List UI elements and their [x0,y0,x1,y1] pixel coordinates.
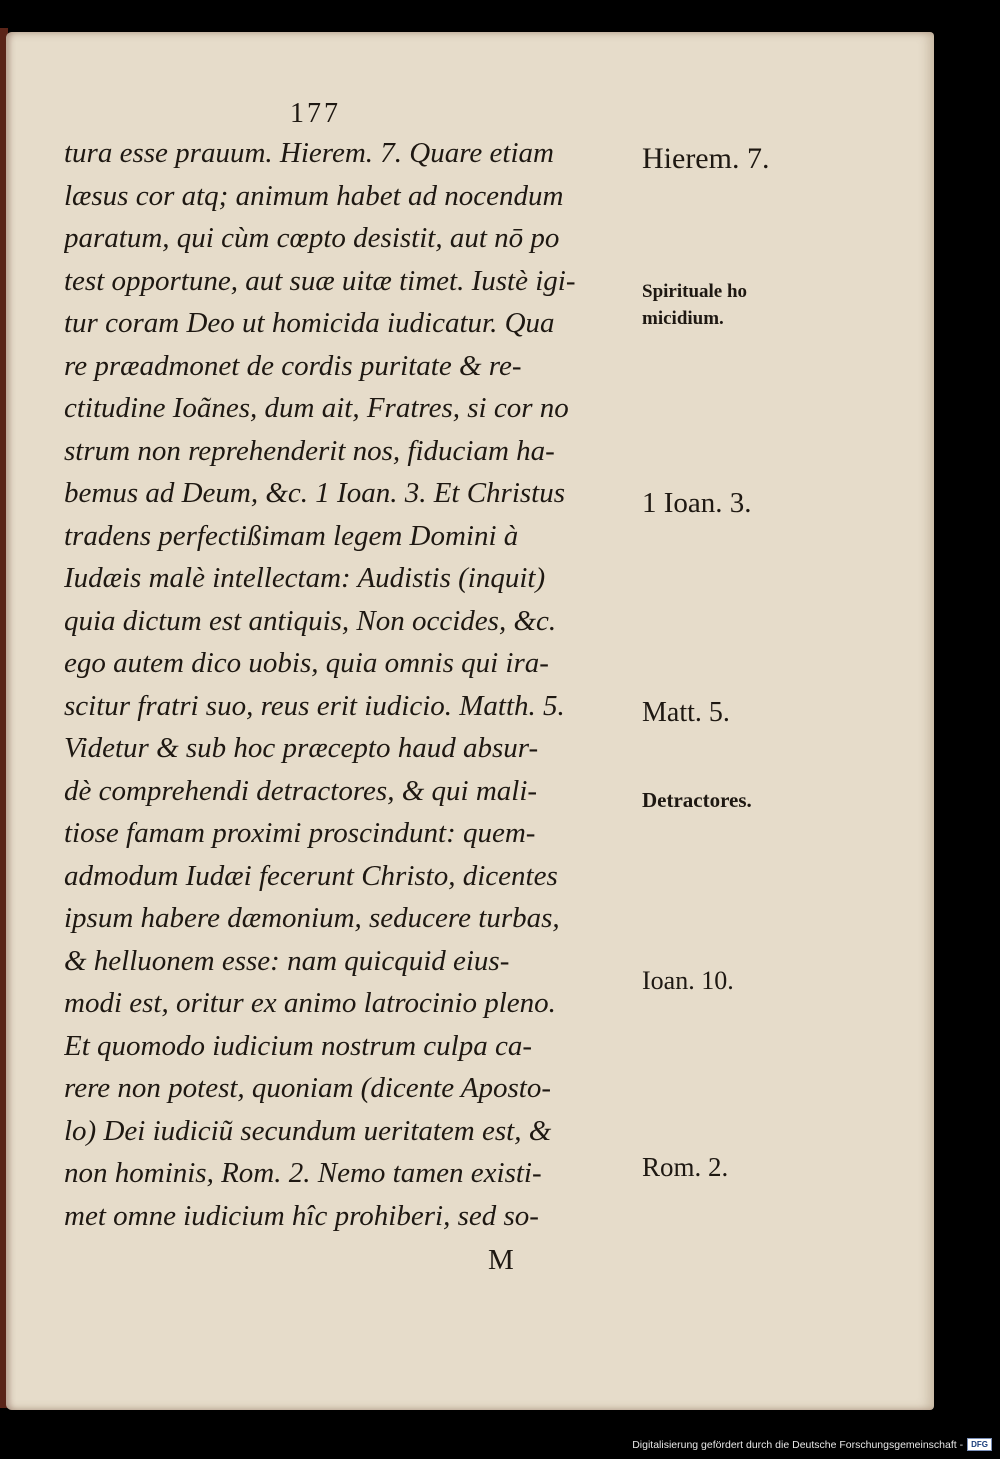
text-line: paratum, qui cùm cœpto desistit, aut nō po [64,222,560,254]
text-line: ipsum habere dæmonium, seducere turbas, [64,902,560,934]
text-line: dè comprehendi detractores, & qui mali- [64,774,538,807]
text-line: tradens perfectißimam legem Domini à [64,519,519,552]
marginal-note-rom: Rom. 2. [642,1152,729,1182]
text-line: ctitudine Ioãnes, dum ait, Fratres, si cor no [64,392,569,424]
body-text [64,132,624,1237]
text-line: met omne iudicium hîc prohiberi, sed so- [64,1199,539,1232]
text-line: re præadmonet de cordis puritate & re- [64,349,522,382]
text-line: Et quomodo iudicium nostrum culpa ca- [64,1029,532,1062]
marginal-note-spiritual [642,278,747,332]
text-line: rere non potest, quoniam (dicente Aposto- [64,1072,552,1104]
text-line: quia dictum est antiquis, Non occides, &c. [64,604,557,637]
marginal-note-ioan-3: 1 Ioan. 3. [642,487,752,519]
marginal-note-ioan-10: Ioan. 10. [642,966,734,995]
credit-text: Digitalisierung gefördert durch die Deutsche Forschungsgemeinschaft - [632,1438,964,1451]
digitization-credit [632,1438,992,1451]
marginal-note-line: Spirituale ho [642,281,748,302]
dfg-logo: DFG [967,1438,992,1451]
text-line: tura esse prauum. Hierem. 7. Quare etiam [64,137,554,169]
text-line: scitur fratri suo, reus erit iudicio. Matth. 5. [64,689,565,722]
text-line: non hominis, Rom. 2. Nemo tamen existi- [64,1157,542,1189]
text-line: læsus cor atq; animum habet ad nocendum [64,179,564,212]
text-line: lo) Dei iudiciũ secundum ueritatem est, & [64,1114,552,1147]
text-line: strum non reprehenderit nos, fiduciam ha- [64,434,555,467]
page-number: 177 [290,98,341,129]
text-line: bemus ad Deum, &c. 1 Ioan. 3. Et Christus [64,477,566,509]
marginal-note-line: micidium. [642,308,724,329]
text-line: tur coram Deo ut homicida iudicatur. Qua [64,307,555,339]
text-line: & helluonem esse: nam quicquid eius- [64,944,510,977]
text-line: Videtur & sub hoc præcepto haud absur- [64,732,539,764]
marginal-note-hierem: Hierem. 7. [642,142,770,175]
signature-mark: M [488,1244,514,1276]
text-line: modi est, oritur ex animo latrocinio pleno. [64,987,556,1019]
text-line: tiose famam proximi proscindunt: quem- [64,817,536,849]
marginal-note-matt: Matt. 5. [642,697,730,728]
text-line: Iudæis malè intellectam: Audistis (inquit) [64,562,546,594]
marginal-note-detractores: Detractores. [642,788,752,812]
text-line: test opportune, aut suæ uitæ timet. Iustè igi- [64,264,576,297]
text-line: admodum Iudæi fecerunt Christo, dicentes [64,859,558,892]
text-line: ego autem dico uobis, quia omnis qui ira- [64,647,549,679]
